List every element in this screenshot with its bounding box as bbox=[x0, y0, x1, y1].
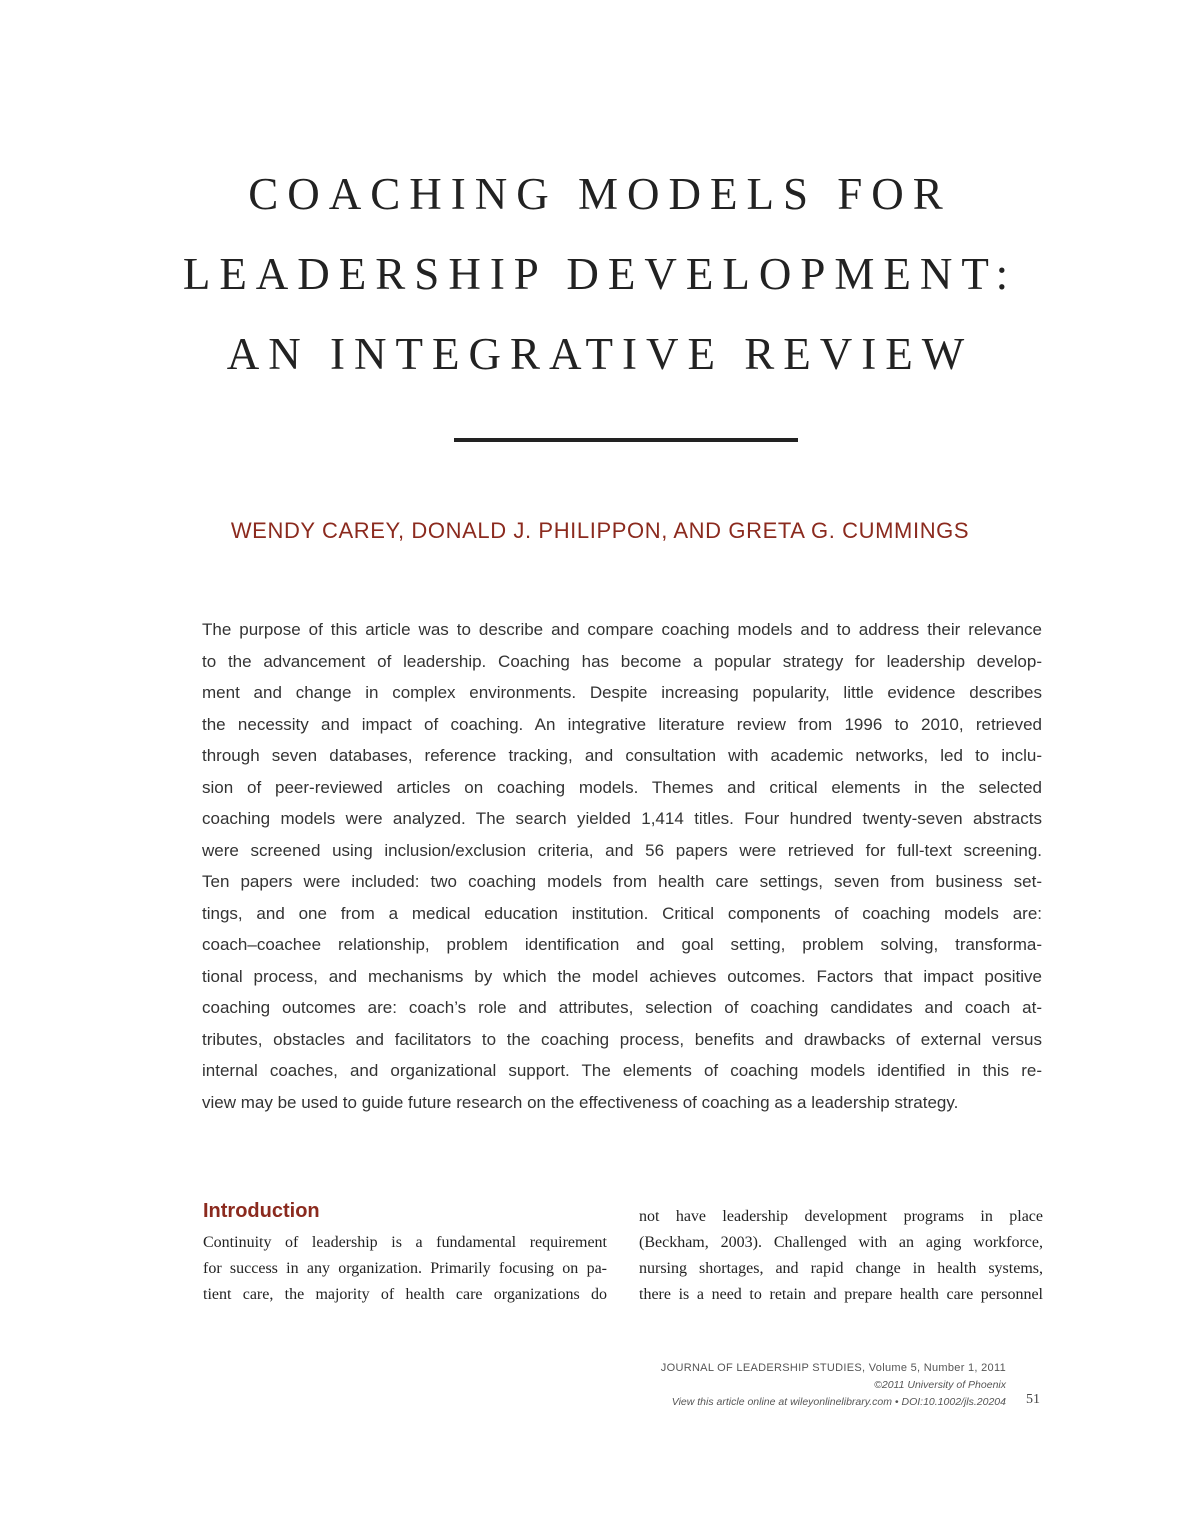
section-heading-introduction: Introduction bbox=[203, 1200, 320, 1222]
abstract-line: tings, and one from a medical education institution. Critical components of coaching models are: bbox=[202, 903, 1042, 923]
abstract-line: tributes, obstacles and facilitators to the coaching process, benefits and drawbacks of external versus bbox=[202, 1029, 1042, 1049]
abstract-line: coaching outcomes are: coach’s role and attributes, selection of coaching candidates and coach at- bbox=[202, 998, 1042, 1017]
abstract-line: ment and change in complex environments. Despite increasing popularity, little evidence describes bbox=[202, 683, 1042, 702]
body-text-line: Continuity of leadership is a fundamental requirement bbox=[203, 1234, 607, 1251]
abstract bbox=[202, 614, 1042, 1118]
title-line-2: LEADERSHIP DEVELOPMENT: bbox=[182, 249, 1018, 299]
body-text-line: there is a need to retain and prepare health care personnel bbox=[639, 1286, 1043, 1303]
abstract-line: Ten papers were included: two coaching models from health care settings, seven from business set- bbox=[202, 872, 1042, 891]
author-list: WENDY CAREY, DONALD J. PHILIPPON, AND GRETA G. CUMMINGS bbox=[230, 518, 970, 543]
abstract-line: view may be used to guide future research on the effectiveness of coaching as a leadership strategy. bbox=[202, 1092, 959, 1112]
footer-online-doi: View this article online at wileyonlinelibrary.com • DOI:10.1002/jls.20204 bbox=[671, 1396, 1006, 1408]
body-column-right bbox=[639, 1204, 1043, 1308]
abstract-line: to the advancement of leadership. Coaching has become a popular strategy for leadership develop- bbox=[202, 651, 1042, 671]
abstract-line: tional process, and mechanisms by which the model achieves outcomes. Factors that impact positive bbox=[202, 966, 1042, 986]
body-text-line: nursing shortages, and rapid change in health systems, bbox=[639, 1260, 1043, 1277]
abstract-line: coaching models were analyzed. The search yielded 1,414 titles. Four hundred twenty-seven abstracts bbox=[202, 809, 1042, 828]
title-divider bbox=[454, 438, 798, 442]
abstract-line: internal coaches, and organizational support. The elements of coaching models identified in this re- bbox=[202, 1061, 1042, 1080]
page-number: 51 bbox=[1026, 1392, 1040, 1407]
abstract-line: through seven databases, reference tracking, and consultation with academic networks, led to inclu- bbox=[202, 746, 1042, 765]
body-text-line: tient care, the majority of health care organizations do bbox=[203, 1286, 607, 1303]
abstract-line: were screened using inclusion/exclusion criteria, and 56 papers were retrieved for full-text screening. bbox=[202, 840, 1042, 860]
body-text-line: not have leadership development programs in place bbox=[639, 1208, 1043, 1225]
abstract-line: the necessity and impact of coaching. An integrative literature review from 1996 to 2010, retrieved bbox=[202, 714, 1042, 734]
abstract-line: coach–coachee relationship, problem identification and goal setting, problem solving, transforma- bbox=[202, 935, 1042, 954]
title-line-1: COACHING MODELS FOR bbox=[248, 169, 952, 219]
abstract-line: sion of peer-reviewed articles on coaching models. Themes and critical elements in the selected bbox=[202, 777, 1042, 797]
footer-copyright: ©2011 University of Phoenix bbox=[874, 1379, 1006, 1391]
body-text-line: (Beckham, 2003). Challenged with an aging workforce, bbox=[639, 1234, 1043, 1251]
title-line-3: AN INTEGRATIVE REVIEW bbox=[226, 329, 974, 379]
footer-journal: JOURNAL OF LEADERSHIP STUDIES, Volume 5, Number 1, 2011 bbox=[660, 1362, 1006, 1374]
abstract-line: The purpose of this article was to describe and compare coaching models and to address their relevance bbox=[202, 620, 1042, 639]
body-text-line: for success in any organization. Primarily focusing on pa- bbox=[203, 1260, 607, 1277]
body-column-left bbox=[203, 1230, 607, 1308]
